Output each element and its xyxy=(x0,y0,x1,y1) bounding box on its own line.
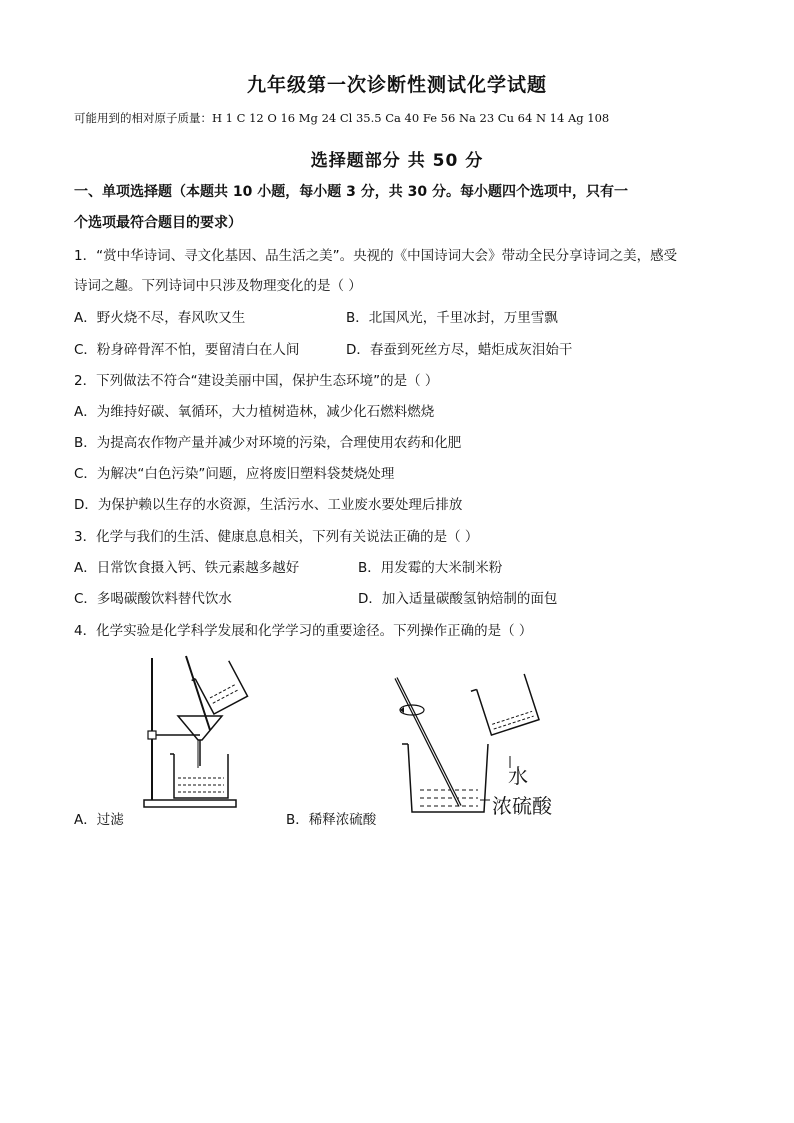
q1-stem-line-1: 1．“赏中华诗词、寻文化基因、品生活之美”。央视的《中国诗词大会》带动全民分享诗词之美，感受 xyxy=(74,248,678,264)
q3-option-b: B．用发霉的大米制米粉 xyxy=(358,560,503,576)
q3-option-a: A．日常饮食摄入钙、铁元素越多越好 xyxy=(74,560,300,576)
q2-option-d: D．为保护赖以生存的水资源，生活污水、工业废水要处理后排放 xyxy=(74,497,463,513)
q4-stem: 4．化学实验是化学科学发展和化学学习的重要途径。下列操作正确的是（ ） xyxy=(74,623,533,639)
label-concentrated-acid: 浓硫酸 xyxy=(492,794,552,818)
q4-option-b: B．稀释浓硫酸 xyxy=(286,812,377,828)
page-title: 九年级第一次诊断性测试化学试题 xyxy=(246,74,547,96)
q2-option-a: A．为维持好碳、氧循环，大力植树造林，减少化石燃料燃烧 xyxy=(74,404,435,420)
q1-option-b: B．北国风光，千里冰封，万里雪飘 xyxy=(346,310,558,326)
q1-option-c: C．粉身碎骨浑不怕，要留清白在人间 xyxy=(74,342,300,358)
q3-stem: 3．化学与我们的生活、健康息息相关，下列有关说法正确的是（ ） xyxy=(74,529,479,545)
q1-stem-line-2: 诗词之趣。下列诗词中只涉及物理变化的是（ ） xyxy=(74,278,362,294)
q4-option-a: A．过滤 xyxy=(74,812,124,828)
part-heading-line-2: 个选项最符合题目的要求） xyxy=(74,215,242,231)
filtration-figure xyxy=(130,650,260,810)
q2-stem: 2．下列做法不符合“建设美丽中国，保护生态环境”的是（ ） xyxy=(74,373,439,389)
part-heading-line-1: 一、单项选择题（本题共 10 小题，每小题 3 分，共 30 分。每小题四个选项中，只有一 xyxy=(74,184,628,200)
q1-option-a: A．野火烧不尽，春风吹又生 xyxy=(74,310,246,326)
q3-option-c: C．多喝碳酸饮料替代饮水 xyxy=(74,591,232,607)
section-title: 选择题部分 共 50 分 xyxy=(310,151,484,171)
q3-option-d: D．加入适量碳酸氢钠焙制的面包 xyxy=(358,591,558,607)
q2-option-b: B．为提高农作物产量并减少对环境的污染，合理使用农药和化肥 xyxy=(74,435,462,451)
label-water: 水 xyxy=(508,764,528,788)
atomic-masses-note: 可能用到的相对原子质量：H 1 C 12 O 16 Mg 24 Cl 35.5 Ca 40 Fe 56 Na 23 Cu 64 N 14 Ag 108 xyxy=(74,111,610,125)
q1-option-d: D．春蚕到死丝方尽，蜡炬成灰泪始干 xyxy=(346,342,573,358)
q2-option-c: C．为解决“白色污染”问题，应将废旧塑料袋焚烧处理 xyxy=(74,466,395,482)
